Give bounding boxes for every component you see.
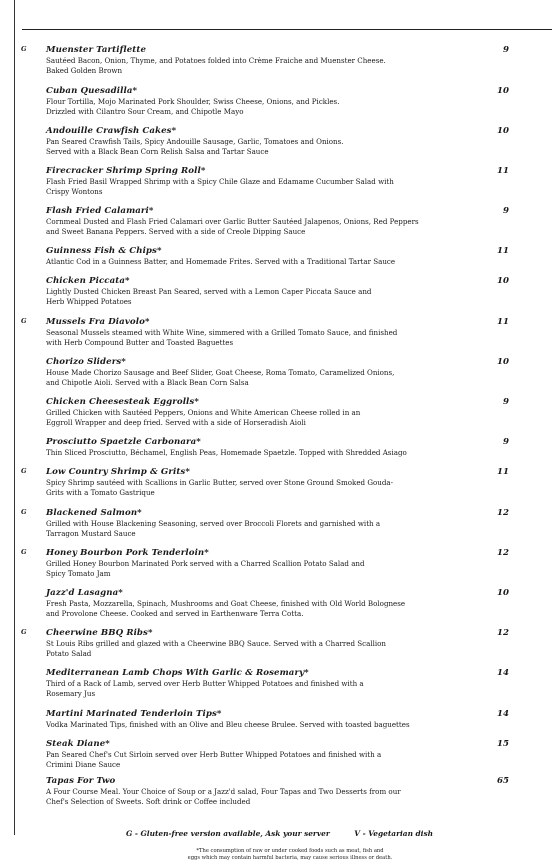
description-line: Grilled Honey Bourbon Marinated Pork served with a Charred Scallion Potato Salad and	[46, 559, 365, 568]
item-price: 12	[497, 508, 509, 518]
item-name: Andouille Crawfish Cakes*	[46, 126, 177, 136]
item-name: Chorizo Sliders*	[46, 357, 126, 367]
description-line: Baked Golden Brown	[46, 66, 123, 76]
description-line: and Sweet Banana Peppers. Served with a side of Creole Dipping Sauce	[46, 227, 306, 237]
item-name: Blackened Salmon*	[46, 508, 142, 518]
description-line: and Provolone Cheese. Cooked and served in Earthenware Terra Cotta.	[46, 609, 304, 619]
item-name: Prosciutto Spaetzle Carbonara*	[46, 437, 201, 447]
description-line: Sautéed Bacon, Onion, Thyme, and Potatoes folded into Crème Fraiche and Muenster Cheese.	[46, 56, 386, 65]
item-description	[46, 559, 466, 580]
description-line: Grits with a Tomato Gastrique	[46, 488, 155, 498]
item-name: Mussels Fra Diavolo*	[46, 317, 150, 327]
gluten-free-marker: G	[21, 467, 27, 475]
item-price: 10	[497, 588, 509, 598]
description-line: Thin Sliced Prosciutto, Béchamel, English Peas, Homemade Spaetzle. Topped with Shredded Asiago	[46, 448, 407, 457]
top-rule	[22, 29, 552, 30]
description-line: Rosemary Jus	[46, 689, 96, 699]
description-line: Lightly Dusted Chicken Breast Pan Seared, served with a Lemon Caper Piccata Sauce and	[46, 287, 372, 296]
item-description	[46, 448, 466, 458]
description-line: Pan Seared Crawfish Tails, Spicy Andouille Sausage, Garlic, Tomatoes and Onions.	[46, 137, 344, 146]
item-description	[46, 679, 466, 700]
item-description	[46, 720, 466, 730]
item-price: 15	[497, 739, 509, 749]
item-description	[46, 519, 466, 540]
description-line: St Louis Ribs grilled and glazed with a Cheerwine BBQ Sauce. Served with a Charred Scallion	[46, 639, 386, 648]
item-description	[46, 478, 466, 499]
gluten-free-marker: G	[21, 45, 27, 53]
legend-gluten-free: G - Gluten-free version available, Ask your server	[125, 829, 330, 838]
description-line: Seasonal Mussels steamed with White Wine, simmered with a Grilled Tomato Sauce, and finished	[46, 328, 398, 337]
description-line: Eggroll Wrapper and deep fried. Served with a side of Horseradish Aioli	[46, 418, 306, 428]
description-line: Herb Whipped Potatoes	[46, 297, 132, 307]
description-line: with Herb Compound Butter and Toasted Baguettes	[46, 338, 234, 348]
item-description	[46, 137, 466, 158]
item-name: Cuban Quesadilla*	[46, 86, 138, 96]
description-line: Tarragon Mustard Sauce	[46, 529, 136, 539]
description-line: Spicy Shrimp sautéed with Scallions in Garlic Butter, served over Stone Ground Smoked Gouda-	[46, 478, 394, 487]
item-name: Flash Fried Calamari*	[46, 206, 154, 216]
description-line: Flash Fried Basil Wrapped Shrimp with a Spicy Chile Glaze and Edamame Cucumber Salad with	[46, 177, 394, 186]
description-line: Crimini Diane Sauce	[46, 760, 121, 770]
item-price: 65	[497, 776, 509, 786]
description-line: Served with a Black Bean Corn Relish Salsa and Tartar Sauce	[46, 147, 269, 157]
item-description	[46, 368, 466, 389]
item-price: 11	[497, 166, 509, 176]
description-line: Crispy Wontons	[46, 187, 103, 197]
description-line: Third of a Rack of Lamb, served over Herb Butter Whipped Potatoes and finished with a	[46, 679, 364, 688]
legend-vegetarian: V - Vegetarian dish	[354, 829, 434, 838]
item-name: Guinness Fish & Chips*	[46, 246, 162, 256]
description-line: Vodka Marinated Tips, finished with an Olive and Bleu cheese Brulee. Served with toasted baguettes	[46, 720, 410, 729]
disclaimer	[150, 848, 430, 861]
item-price: 10	[497, 86, 509, 96]
item-price: 9	[503, 397, 509, 407]
gluten-free-marker: G	[21, 628, 27, 636]
description-line: Drizzled with Cilantro Sour Cream, and Chipotle Mayo	[46, 107, 244, 117]
item-description	[46, 599, 466, 620]
item-description	[46, 97, 466, 118]
item-price: 11	[497, 246, 509, 256]
description-line: Flour Tortilla, Mojo Marinated Pork Shoulder, Swiss Cheese, Onions, and Pickles.	[46, 97, 340, 106]
left-margin-rule	[14, 0, 15, 835]
item-name: Mediterranean Lamb Chops With Garlic & Rosemary*	[46, 668, 309, 678]
item-description	[46, 639, 466, 660]
item-price: 14	[497, 709, 509, 719]
item-price: 11	[497, 317, 509, 327]
item-description	[46, 408, 466, 429]
description-line: and Chipotle Aioli. Served with a Black Bean Corn Salsa	[46, 378, 249, 388]
item-description	[46, 217, 466, 238]
description-line: A Four Course Meal. Your Choice of Soup or a Jazz'd salad, Four Tapas and Two Desserts from our	[46, 787, 401, 796]
item-name: Jazz'd Lasagna*	[46, 588, 123, 598]
description-line: Chef's Selection of Sweets. Soft drink or Coffee included	[46, 797, 251, 807]
item-description	[46, 257, 466, 267]
item-name: Chicken Cheesesteak Eggrolls*	[46, 397, 199, 407]
item-description	[46, 177, 466, 198]
item-price: 14	[497, 668, 509, 678]
description-line: Potato Salad	[46, 649, 92, 659]
description-line: Pan Seared Chef's Cut Sirloin served over Herb Butter Whipped Potatoes and finished with a	[46, 750, 382, 759]
item-description	[46, 787, 466, 808]
gluten-free-marker: G	[21, 317, 27, 325]
item-name: Honey Bourbon Pork Tenderloin*	[46, 548, 209, 558]
item-description	[46, 287, 466, 308]
gluten-free-marker: G	[21, 548, 27, 556]
item-name: Cheerwine BBQ Ribs*	[46, 628, 153, 638]
item-price: 12	[497, 548, 509, 558]
item-name: Muenster Tartiflette	[46, 45, 147, 55]
item-price: 9	[503, 45, 509, 55]
item-description	[46, 56, 466, 77]
item-price: 11	[497, 467, 509, 477]
description-line: Grilled Chicken with Sautéed Peppers, Onions and White American Cheese rolled in an	[46, 408, 361, 417]
item-price: 10	[497, 126, 509, 136]
item-price: 9	[503, 206, 509, 216]
description-line: Spicy Tomato Jam	[46, 569, 111, 579]
description-line: House Made Chorizo Sausage and Beef Slider, Goat Cheese, Roma Tomato, Caramelized Onions,	[46, 368, 395, 377]
item-name: Martini Marinated Tenderloin Tips*	[46, 709, 222, 719]
description-line: Atlantic Cod in a Guinness Batter, and Homemade Frites. Served with a Traditional Tartar Sauce	[46, 257, 396, 266]
description-line: Fresh Pasta, Mozzarella, Spinach, Mushrooms and Goat Cheese, finished with Old World Bolognese	[46, 599, 406, 608]
item-description	[46, 750, 466, 771]
disclaimer-line: *The consumption of raw or under cooked foods such as meat, fish and	[196, 848, 384, 854]
disclaimer-line: eggs which may contain harmful bacteria, may cause serious illness or death.	[187, 854, 393, 861]
item-description	[46, 328, 466, 349]
description-line: Cornmeal Dusted and Flash Fried Calamari over Garlic Butter Sautéed Jalapenos, Onions, Red Peppers	[46, 217, 419, 226]
item-price: 9	[503, 437, 509, 447]
gluten-free-marker: G	[21, 508, 27, 516]
description-line: Grilled with House Blackening Seasoning, served over Broccoli Florets and garnished with a	[46, 519, 381, 528]
item-name: Firecracker Shrimp Spring Roll*	[46, 166, 206, 176]
item-price: 12	[497, 628, 509, 638]
item-price: 10	[497, 357, 509, 367]
legend	[0, 829, 559, 838]
item-name: Steak Diane*	[46, 739, 110, 749]
item-price: 10	[497, 276, 509, 286]
item-name: Chicken Piccata*	[46, 276, 130, 286]
item-name: Low Country Shrimp & Grits*	[46, 467, 190, 477]
item-name: Tapas For Two	[46, 776, 116, 786]
